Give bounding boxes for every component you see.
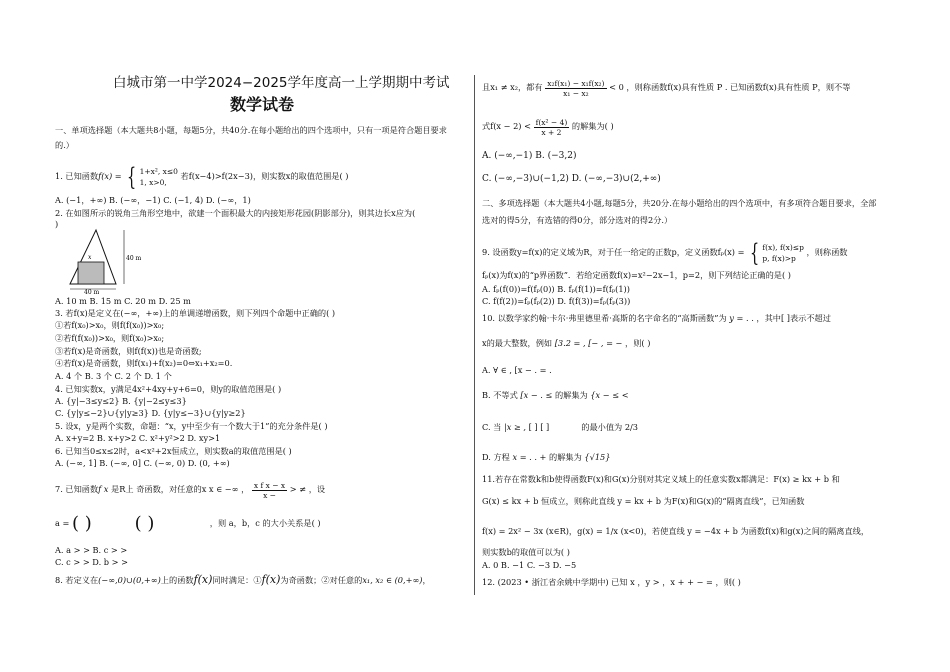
question-7-options-cd: C. c > > D. b > > [55,557,128,567]
triangle-figure [70,228,142,296]
question-11-cont-1: G(x) ≤ kx + b 恒成立，则称此直线 y = kx + b 为F(x)和G(x)的“隔离直线”，已知函数 [482,496,805,506]
question-2-options: A. 10 m B. 15 m C. 20 m D. 25 m [55,296,191,306]
question-6: 6. 已知当0≤x≤2时，a<x²+2x恒成立，则实数a的取值范围是( ) [55,446,292,456]
question-6-options: A. (−∞, 1] B. (−∞, 0] C. (−∞, 0) D. (0, +∞) [55,458,230,468]
figure-height-label: 40 m [126,255,142,262]
column-divider [474,75,475,595]
question-10: 10. 以数学家约翰·卡尔·弗里德里希·高斯的名字命名的“高斯函数”为 y = . . ，其中[ ]表示不超过 [482,313,831,323]
section1-heading-cont: 的.） [55,140,74,150]
question-3-statement-4: ④若f(x)是奇函数，则f(x₁)+f(x₂)=0⇔x₁+x₂=0. [55,358,233,368]
question-2-cont: ) [55,219,59,229]
question-9-options-ab: A. fₚ(f(0))=f(fₚ(0)) B. fₚ(f(1))=f(fₚ(1)) [482,284,630,294]
question-10-option-c: C. 当 |x ≥ , [ ] [ ] 的最小值为 2/3 [482,422,638,432]
question-7: 7. 已知函数f x 是R上 奇函数，对任意的x x ∈ −∞ ， $\frac{\text{x f x − x}}{x -}$ > ≠ ，设 [55,480,326,500]
section2-heading-cont: 选对的得5分，有选错的得0分，部分选对的得2分.） [482,215,673,225]
question-4-options-cd: C. {y|y≤−2}∪{y|y≥3} D. {y|y≤−3}∪{y|y≥2} [55,408,246,418]
question-9-cont: fₚ(x)为f(x)的“p界函数”．若给定函数f(x)=x²−2x−1，p=2，则下列结论正确的是( ) [482,270,791,280]
question-10-option-a: A. ∀ ∈ , [x − . = . [482,365,552,375]
question-1-options: A. (−1，+∞) B. (−∞，−1) C. (−1, 4) D. (−∞，1) [55,195,251,205]
shaded-rectangle [78,262,104,284]
question-4-options-ab: A. {y|−3≤y≤2} B. {y|−2≤y≤3} [55,396,187,406]
question-3-statement-3: ③若f(x)是奇函数，则f(f(x))也是奇函数; [55,346,202,356]
question-8-options-cd: C. (−∞,−3)∪(−1,2) D. (−∞,−3)∪(2,+∞) [482,174,661,184]
question-8-inequality: 式f(x − 2) < $\frac{\text{f(x² − 4)}}{x + 2}$ 的解集为( ) [482,117,614,137]
piecewise-cases: 1+x², x≤0 1, x>0, [139,167,178,187]
question-9: 9. 设函数y=f(x)的定义域为R，对于任一给定的正数p，定义函数fₚ(x) = { f(x), f(x)≤p p, f(x)>p ，则称函数 [482,239,848,267]
question-12: 12. (2023 • 浙江省余姚中学期中) 已知 x ，y > ，x + + − = ，则( ) [482,577,741,587]
question-7-abc: a = ( ) ( ) ，则 a，b，c 的大小关系是( ) [55,513,321,534]
question-3-statement-2: ②若f(f(x₀))>x₀，则f(x₀)>x₀; [55,333,165,343]
subject-title: 数学试卷 [230,95,295,114]
question-2: 2. 在如图所示的锐角三角形空地中，欲建一个面积最大的内接矩形花园(阴影部分)，则其边长x应为( [55,208,416,218]
question-11: 11.若存在常数k和b使得函数F(x)和G(x)分别对其定义域上的任意实数x都满足：F(x) ≥ kx + b 和 [482,474,840,484]
question-1: 1. 已知函数f(x) = { 1+x², x≤0 1, x>0, 若f(x−4)>f(2x−3)，则实数x的取值范围是( ) [55,163,349,191]
question-7-fraction: $\frac{\text{x f x − x}}{x -}$ [253,480,286,500]
question-11-options: A. 0 B. −1 C. −3 D. −5 [482,560,577,570]
figure-x-label: x [88,254,92,261]
question-10-cont: x的最大整数，例如 [3.2 = , [− , = − ，则( ) [482,338,651,348]
question-8: 8. 若定义在(−∞,0)∪(0,+∞)上的函数f(x)同时满足：①f(x)为奇函数；②对任意的x₁, x₂ ∈ (0,+∞)， [55,573,431,586]
question-10-option-d: D. 方程 x = . . + 的解集为 {√15} [482,452,611,462]
question-8-fraction-2: $\frac{\text{f(x² − 4)}}{x + 2}$ [535,117,568,137]
section2-heading: 二、多项选择题（本大题共4小题,每题5分，共20分.在每小题给出的四个选项中，有多项符合题目要求，全部 [482,198,877,208]
question-5-options: A. x+y=2 B. x+y>2 C. x²+y²>2 D. xy>1 [55,433,221,443]
question-4: 4. 已知实数x，y满足4x²+4xy+y+6=0，则y的取值范围是( ) [55,384,282,394]
question-8-options-ab: A. (−∞,−1) B. (−3,2) [482,151,577,161]
figure-base-label: 40 m [84,289,100,296]
question-3: 3. 若f(x)是定义在(−∞，+∞)上的单调递增函数，则下列四个命题中正确的( ) [55,308,336,318]
question-8-fraction: $\frac{\text{x₂f(x₁) − x₁f(x₂)}}{\text{x₁ − x₂}}$ [547,78,605,98]
question-3-statement-1: ①若f(x₀)>x₀，则f(f(x₀))>x₀; [55,320,165,330]
question-9-options-cd: C. f(f(2))=fₚ(fₚ(2)) D. f(f(3))=fₚ(fₚ(3)) [482,296,631,306]
question-5: 5. 设x，y是两个实数，命题：“x，y中至少有一个数大于1”的充分条件是( ) [55,421,328,431]
question-10-option-b: B. 不等式 [x − . ≤ 的解集为 {x − ≤ < [482,390,629,400]
question-7-options-ab: A. a > > B. c > > [55,545,128,555]
p-bound-cases: f(x), f(x)≤p p, f(x)>p [762,243,804,263]
question-11-cont-3: 则实数b的取值可以为( ) [482,547,570,557]
question-11-cont-2: f(x) = 2x² − 3x (x∈R)，g(x) = 1/x (x<0)，若使直线 y = −4x + b 为函数f(x)和g(x)之间的隔离直线， [482,526,870,536]
question-8-cont: 且x₁ ≠ x₂，都有 $\frac{\text{x₂f(x₁) − x₁f(x₂)}}{\text{x₁ − x₂}}$ < 0 ，则称函数f(x)具有性质 P . 已知函数f(x)具有性质 P，则不等 [482,78,851,98]
question-3-options: A. 4 个 B. 3 个 C. 2 个 D. 1 个 [55,371,172,381]
school-title: 白城市第一中学2024−2025学年度高一上学期期中考试 [113,75,450,91]
section1-heading: 一、单项选择题（本大题共8小题，每题5分，共40分.在每小题给出的四个选项中，只有一项是符合题目要求 [55,125,447,135]
